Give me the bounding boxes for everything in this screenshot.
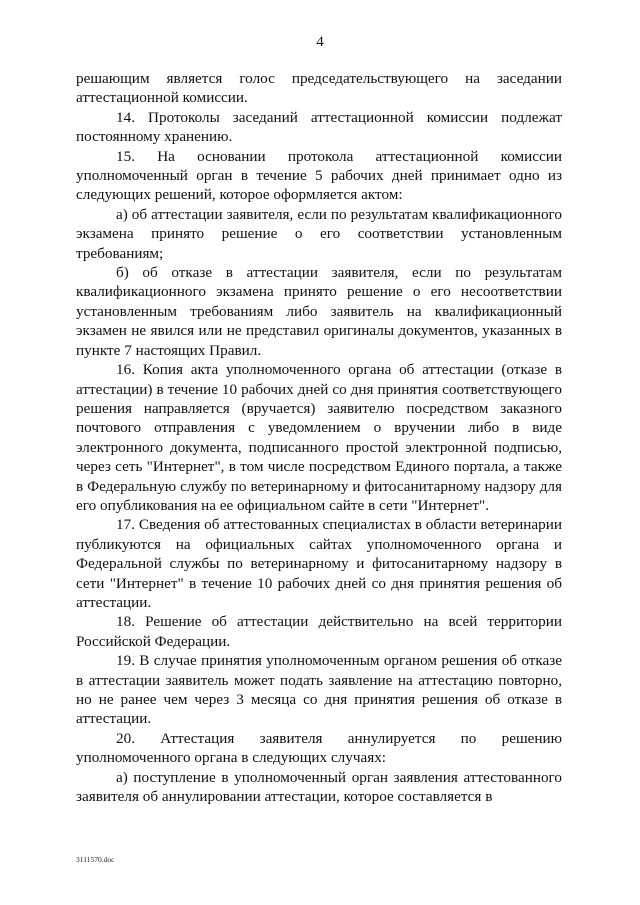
file-name-footer: 3111570.doc <box>76 855 115 864</box>
paragraph-17: 17. Сведения об аттестованных специалистах в области ветеринарии публикуются на официальных сайтах уполномоченного органа и Федеральной службы по ветеринарному и фитосанитарному надзору в сети "Интернет" в течение 10 рабочих дней со дня принятия решения об аттестации. <box>76 516 562 611</box>
paragraph-14: 14. Протоколы заседаний аттестационной комиссии подлежат постоянному хранению. <box>76 108 562 146</box>
page-number: 4 <box>316 34 324 50</box>
paragraph-continuation: решающим является голос председательствующего на заседании аттестационной комиссии. <box>76 70 562 107</box>
paragraph-19: 19. В случае принятия уполномоченным органом решения об отказе в аттестации заявитель может подать заявление на аттестацию повторно, но не ранее чем через 3 месяца со дня принятия решения об отказе в аттестации. <box>76 652 562 728</box>
paragraph-18: 18. Решение об аттестации действительно на всей территории Российской Федерации. <box>76 613 562 650</box>
document-body <box>76 69 562 806</box>
paragraph-16: 16. Копия акта уполномоченного органа об аттестации (отказе в аттестации) в течение 10 рабочих дней со дня принятия соответствующего решения направляется (вручается) заявителю посредством заказного почтового отправления с уведомлением о вручении либо в виде электронного документа, подписанного простой электронной подписью, через сеть "Интернет", в том числе посредством Единого портала, а также в Федеральную службу по ветеринарному и фитосанитарному надзору для его опубликования на ее официальном сайте в сети "Интернет". <box>76 361 562 514</box>
paragraph-15: 15. На основании протокола аттестационной комиссии уполномоченный орган в течение 5 рабочих дней принимает одно из следующих решений, которое оформляется актом: <box>76 147 562 204</box>
paragraph-20a: а) поступление в уполномоченный орган заявления аттестованного заявителя об аннулировании аттестации, которое составляется в <box>76 768 562 806</box>
paragraph-15a: а) об аттестации заявителя, если по результатам квалификационного экзамена принято решение о его соответствии установленным требованиям; <box>76 205 562 262</box>
paragraph-20: 20. Аттестация заявителя аннулируется по решению уполномоченного органа в следующих случаях: <box>76 729 562 767</box>
paragraph-15b: б) об отказе в аттестации заявителя, если по результатам квалификационного экзамена принято решение о его несоответствии установленным требованиям либо заявитель на квалификационный экзамен не явился или не представил оригиналы документов, указанных в пункте 7 настоящих Правил. <box>76 264 562 359</box>
